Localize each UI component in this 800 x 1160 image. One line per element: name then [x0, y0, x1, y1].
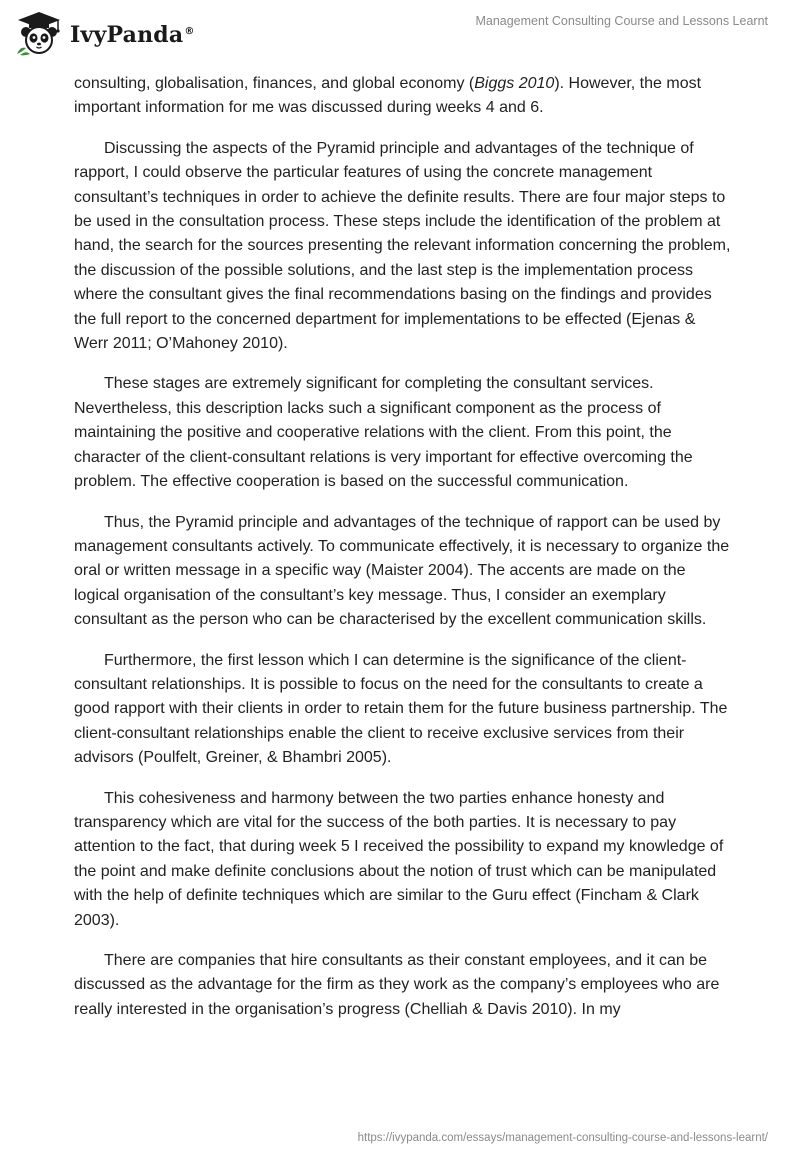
paragraph: Discussing the aspects of the Pyramid principle and advantages of the technique of rapport, I could observe the particular features of using the concrete management consultant’s techniques in order to achieve the definite results. There are four major steps to be used in the consultation process. These steps include the identification of the problem at hand, the search for the sources presenting the relevant information concerning the problem, the discussion of the possible solutions, and the last step is the implementation process where the consultant gives the final recommendations basing on the findings and provides the full report to the concerned department for implementations to be effected (Ejenas & Werr 2011; O’Mahoney 2010).: [74, 139, 731, 353]
paragraph-text: ). However, the most important information for me was discussed during weeks 4 and 6.: [74, 75, 702, 117]
paragraph-text: consulting, globalisation, finances, and global economy (: [74, 75, 475, 92]
document-title: Management Consulting Course and Lessons Learnt: [475, 14, 768, 28]
ivypanda-logo[interactable]: [14, 10, 195, 56]
citation-italic: Biggs 2010: [474, 75, 555, 92]
paragraph: These stages are extremely significant for completing the consultant services. Nevertheless, this description lacks such a significant component as the process of maintaining the positive and cooperative relations with the client. From this point, the character of the client-consultant relations is very important for effective overcoming the problem. The effective cooperation is based on the successful communication.: [74, 375, 693, 491]
paragraph: This cohesiveness and harmony between the two parties enhance honesty and transparency which are vital for the success of the both parties. It is necessary to pay attention to the fact, that during week 5 I received the possibility to expand my knowledge of the point and make definite conclusions about the notion of trust which can be manipulated with the help of definite techniques which are similar to the Guru effect (Fincham & Clark 2003).: [74, 789, 724, 929]
paragraph: Furthermore, the first lesson which I can determine is the significance of the client-consultant relationships. It is possible to focus on the need for the consultants to create a good rapport with their clients in order to retain them for the future business partnership. The client-consultant relationships enable the client to receive exclusive services from their advisors (Poulfelt, Greiner, & Bhambri 2005).: [74, 651, 728, 767]
page-header: [0, 0, 800, 66]
paragraph: Thus, the Pyramid principle and advantages of the technique of rapport can be used by management consultants actively. To communicate effectively, it is necessary to organize the oral or written message in a specific way (Maister 2004). The accents are made on the logical organisation of the consultant’s key message. Thus, I consider an exemplary consultant as the person who can be characterised by the excellent communication skills.: [74, 513, 730, 629]
source-url[interactable]: https://ivypanda.com/essays/management-consulting-course-and-lessons-learnt/: [357, 1132, 768, 1144]
brand-name: [70, 22, 195, 48]
paragraph: There are companies that hire consultants as their constant employees, and it can be discussed as the advantage for the firm as they work as the company’s employees who are really interested in the organisation’s progress (Chelliah & Davis 2010). In my: [74, 952, 720, 1018]
brand-name-text: IvyPanda: [70, 22, 184, 48]
registered-mark: ®: [184, 25, 195, 37]
essay-body: [74, 72, 734, 1038]
panda-graduate-icon: [14, 10, 64, 56]
paragraph-continued: [74, 72, 734, 121]
